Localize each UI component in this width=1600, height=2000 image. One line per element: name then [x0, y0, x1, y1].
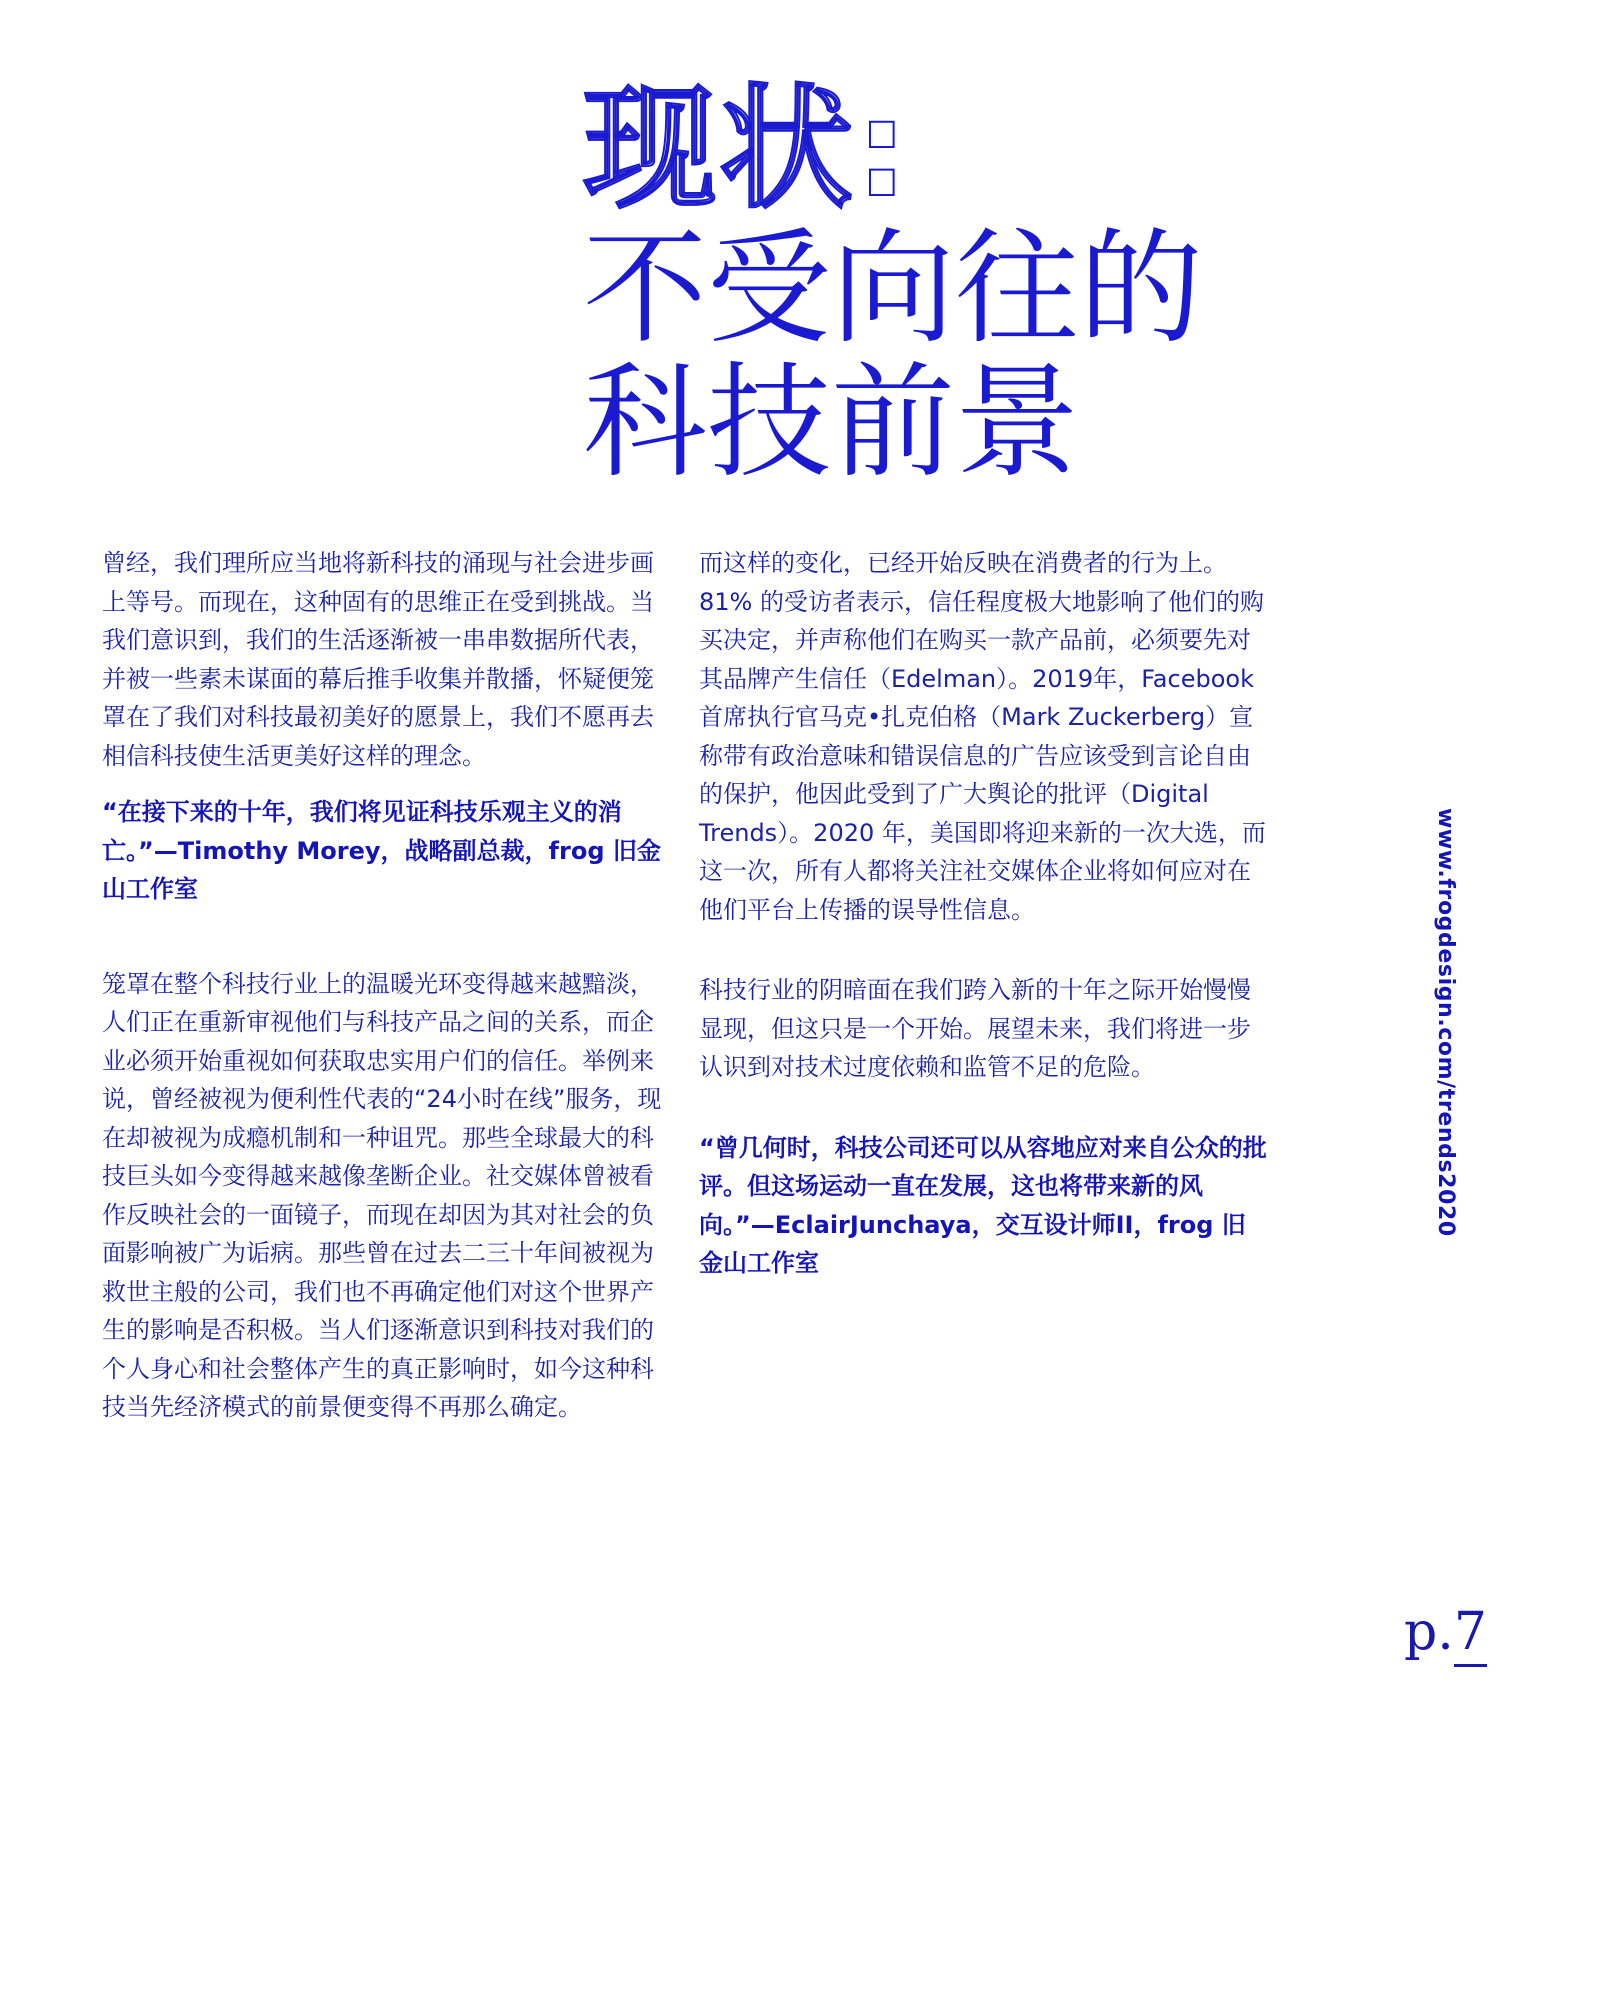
page-number-value: 7: [1454, 1602, 1487, 1667]
left-pull-quote: “在接下来的十年，我们将见证科技乐观主义的消亡。”—Timothy Morey，战略副总裁，frog 旧金山工作室: [102, 798, 661, 903]
right-paragraph-1: 而这样的变化，已经开始反映在消费者的行为上。81% 的受访者表示，信任程度极大地影响了他们的购买决定，并声称他们在购买一款产品前，必须要先对其品牌产生信任（Edelman）。2019年，Facebook 首席执行官马克•扎克伯格（Mark Zuckerberg）宣称带有政治意味和错误信息的广告应该受到言论自由的保护，他因此受到了广大舆论的批评（Digital Trends）。2020 年，美国即将迎来新的一次大选，而这一次，所有人都将关注社交媒体企业将如何应对在他们平台上传播的误导性信息。: [699, 549, 1266, 924]
right-column: [699, 544, 1269, 1283]
right-pull-quote: “曾几何时，科技公司还可以从容地应对来自公众的批评。但这场运动一直在发展，这也将带来新的风向。”—EclairJunchaya，交互设计师II，frog 旧金山工作室: [699, 1133, 1267, 1277]
title-line-3: 科技前景: [583, 351, 1080, 495]
side-url-link[interactable]: www.frogdesign.com/trends2020: [1433, 808, 1458, 1237]
title-line-2: 不受向往的: [583, 217, 1204, 361]
right-paragraph-2: 科技行业的阴暗面在我们跨入新的十年之际开始慢慢显现，但这只是一个开始。展望未来，我们将进一步认识到对技术过度依赖和监管不足的危险。: [699, 976, 1251, 1081]
left-paragraph-1: 曾经，我们理所应当地将新科技的涌现与社会进步画上等号。而现在，这种固有的思维正在受到挑战。当我们意识到，我们的生活逐渐被一串串数据所代表，并被一些素未谋面的幕后推手收集并散播，怀疑便笼罩在了我们对科技最初美好的愿景上，我们不愿再去相信科技使生活更美好这样的理念。: [102, 549, 654, 770]
page-number-prefix: p.: [1404, 1602, 1454, 1662]
left-paragraph-2: 笼罩在整个科技行业上的温暖光环变得越来越黯淡，人们正在重新审视他们与科技产品之间的关系，而企业必须开始重视如何获取忠实用户们的信任。举例来说，曾经被视为便利性代表的“24小时在线”服务，现在却被视为成瘾机制和一种诅咒。那些全球最大的科技巨头如今变得越来越像垄断企业。社交媒体曾被看作反映社会的一面镜子，而现在却因为其对社会的负面影响被广为诟病。那些曾在过去二三十年间被视为救世主般的公司，我们也不再确定他们对这个世界产生的影响是否积极。当人们逐渐意识到科技对我们的个人身心和社会整体产生的真正影响时，如今这种科技当先经济模式的前景便变得不再那么确定。: [102, 969, 662, 1421]
left-column: [102, 544, 664, 1427]
page-title: [583, 217, 1204, 495]
page-number: [1404, 1602, 1487, 1662]
title-line-outline: 现状:: [583, 71, 911, 227]
